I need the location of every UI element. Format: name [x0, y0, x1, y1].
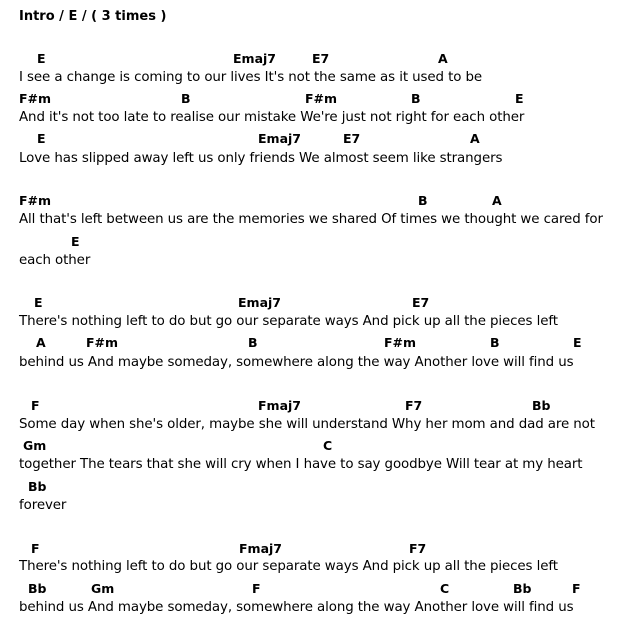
- chord: E: [573, 335, 582, 350]
- chord: F#m: [384, 335, 417, 350]
- chord: A: [438, 51, 448, 66]
- chord: B: [411, 91, 421, 106]
- chord: B: [490, 335, 500, 350]
- chord: Bb: [28, 479, 47, 494]
- chord: F: [252, 581, 261, 596]
- chord: Bb: [532, 398, 551, 413]
- lyric-line: behind us And maybe someday, somewhere along the way Another love will find us: [19, 600, 574, 615]
- lyric-line: together The tears that she will cry when I have to say goodbye Will tear at my heart: [19, 457, 583, 472]
- chord: Emaj7: [233, 51, 276, 66]
- chord: E: [515, 91, 524, 106]
- chord: Bb: [513, 581, 532, 596]
- lyric-line: There's nothing left to do but go our separate ways And pick up all the pieces left: [19, 314, 558, 329]
- chord: F: [572, 581, 581, 596]
- chord: Emaj7: [238, 295, 281, 310]
- lyric-line: There's nothing left to do but go our separate ways And pick up all the pieces left: [19, 559, 558, 574]
- chord: C: [440, 581, 450, 596]
- chord: Gm: [91, 581, 115, 596]
- chord: C: [323, 438, 333, 453]
- chord: E7: [343, 131, 361, 146]
- chord: Fmaj7: [258, 398, 301, 413]
- chord: F7: [409, 541, 427, 556]
- chord: Fmaj7: [239, 541, 282, 556]
- lyric-line: behind us And maybe someday, somewhere along the way Another love will find us: [19, 355, 574, 370]
- lyric-line: And it's not too late to realise our mistake We're just not right for each other: [19, 110, 525, 125]
- chord: Bb: [28, 581, 47, 596]
- lyric-line: forever: [19, 498, 67, 513]
- chord: B: [248, 335, 258, 350]
- chord: E: [37, 51, 46, 66]
- chord: F: [31, 398, 40, 413]
- lyric-line: Love has slipped away left us only friends We almost seem like strangers: [19, 151, 503, 166]
- chord: Gm: [23, 438, 47, 453]
- chord: E7: [412, 295, 430, 310]
- chord: A: [492, 193, 502, 208]
- chord: A: [470, 131, 480, 146]
- chord: F7: [405, 398, 423, 413]
- chord: A: [36, 335, 46, 350]
- chord: F#m: [86, 335, 119, 350]
- chord: B: [181, 91, 191, 106]
- chord: Emaj7: [258, 131, 301, 146]
- chord: F#m: [19, 91, 52, 106]
- chord: E: [37, 131, 46, 146]
- lyric-line: Some day when she's older, maybe she will understand Why her mom and dad are not: [19, 417, 595, 432]
- chord: F#m: [19, 193, 52, 208]
- chord: E: [71, 234, 80, 249]
- chord: F#m: [305, 91, 338, 106]
- chord: E7: [312, 51, 330, 66]
- chord: F: [31, 541, 40, 556]
- intro-line: Intro / E / ( 3 times ): [19, 9, 167, 24]
- lyric-line: each other: [19, 253, 91, 268]
- lyric-line: I see a change is coming to our lives It's not the same as it used to be: [19, 70, 483, 85]
- lyric-line: All that's left between us are the memories we shared Of times we thought we cared for: [19, 212, 603, 227]
- chord: B: [418, 193, 428, 208]
- chord: E: [34, 295, 43, 310]
